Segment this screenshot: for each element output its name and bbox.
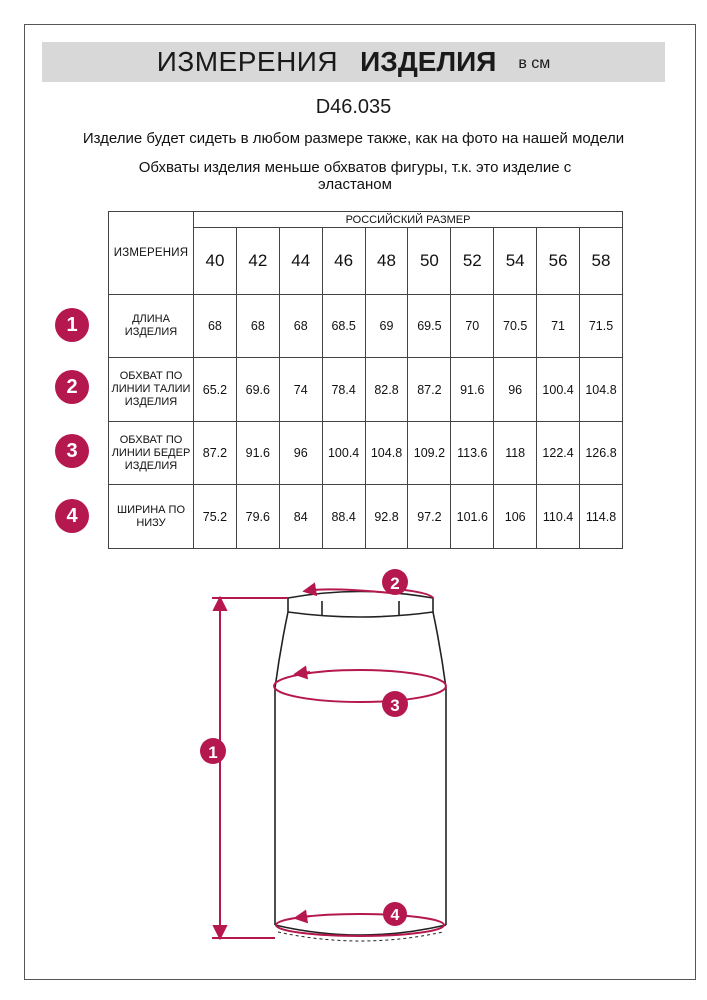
table-cell: 71	[537, 294, 580, 358]
diagram-marker-2	[382, 569, 408, 595]
product-code: D46.035	[315, 96, 392, 118]
table-cell: 69.6	[236, 358, 279, 422]
size-header: 40	[194, 228, 237, 295]
row-label-waist: ОБХВАТ ПО ЛИНИИ ТАЛИИ ИЗДЕЛИЯ	[109, 358, 194, 422]
table-cell: 118	[494, 421, 537, 485]
diagram-marker-3	[382, 691, 408, 717]
table-cell: 104.8	[365, 421, 408, 485]
row-label-length: ДЛИНА ИЗДЕЛИЯ	[109, 294, 194, 358]
marker-badge-1: 1	[55, 308, 89, 342]
table-cell: 109.2	[408, 421, 451, 485]
fit-note: Изделие будет сидеть в любом размере также, как на фото на нашей модели	[82, 130, 625, 147]
diagram-marker-label-1: 1	[208, 743, 218, 762]
table-cell: 68	[236, 294, 279, 358]
table-cell: 70.5	[494, 294, 537, 358]
title-measurements: ИЗМЕРЕНИЯ	[156, 46, 339, 77]
table-cell: 68	[279, 294, 322, 358]
table-cell: 71.5	[580, 294, 623, 358]
table-cell: 68.5	[322, 294, 365, 358]
size-header: 54	[494, 228, 537, 295]
table-cell: 92.8	[365, 485, 408, 549]
table-cell: 65.2	[194, 358, 237, 422]
row-label-hem-width: ШИРИНА ПО НИЗУ	[109, 485, 194, 549]
table-cell: 82.8	[365, 358, 408, 422]
table-cell: 100.4	[322, 421, 365, 485]
size-header: 48	[365, 228, 408, 295]
table-cell: 114.8	[580, 485, 623, 549]
table-cell: 68	[194, 294, 237, 358]
diagram-marker-label-3: 3	[390, 696, 400, 715]
marker-badge-3: 3	[55, 434, 89, 468]
marker-badge-2: 2	[55, 370, 89, 404]
size-header: 52	[451, 228, 494, 295]
table-cell: 96	[494, 358, 537, 422]
diagram-marker-4	[383, 902, 407, 926]
table-cell: 91.6	[451, 358, 494, 422]
skirt-outline	[275, 592, 446, 942]
elastane-note: Обхваты изделия меньше обхватов фигуры, т.к. это изделие с эластаном	[138, 159, 572, 193]
size-header: 58	[580, 228, 623, 295]
table-cell: 69	[365, 294, 408, 358]
size-header: 50	[408, 228, 451, 295]
size-group-header: РОССИЙСКИЙ РАЗМЕР	[194, 212, 623, 228]
table-cell: 122.4	[537, 421, 580, 485]
table-cell: 78.4	[322, 358, 365, 422]
row-label-hip: ОБХВАТ ПО ЛИНИИ БЕДЕР ИЗДЕЛИЯ	[109, 421, 194, 485]
diagram-marker-label-2: 2	[390, 574, 400, 593]
size-header: 42	[236, 228, 279, 295]
size-header: 46	[322, 228, 365, 295]
table-cell: 100.4	[537, 358, 580, 422]
hip-measure-line	[274, 670, 446, 702]
table-cell: 96	[279, 421, 322, 485]
table-cell: 101.6	[451, 485, 494, 549]
table-cell: 104.8	[580, 358, 623, 422]
table-cell: 70	[451, 294, 494, 358]
table-cell: 69.5	[408, 294, 451, 358]
table-cell: 91.6	[236, 421, 279, 485]
table-cell: 110.4	[537, 485, 580, 549]
table-cell: 113.6	[451, 421, 494, 485]
size-header: 56	[537, 228, 580, 295]
title-product: ИЗДЕЛИЯ	[360, 46, 497, 77]
hem-measure-line	[276, 914, 444, 936]
title-unit: в см	[518, 55, 551, 72]
table-cell: 106	[494, 485, 537, 549]
length-measure-line	[212, 598, 288, 938]
table-cell: 74	[279, 358, 322, 422]
diagram-marker-label-4: 4	[390, 907, 400, 924]
table-cell: 79.6	[236, 485, 279, 549]
table-cell: 84	[279, 485, 322, 549]
diagram-marker-1	[200, 738, 226, 764]
size-header: 44	[279, 228, 322, 295]
table-cell: 87.2	[408, 358, 451, 422]
table-cell: 126.8	[580, 421, 623, 485]
table-cell: 88.4	[322, 485, 365, 549]
table-cell: 97.2	[408, 485, 451, 549]
measurements-header: ИЗМЕРЕНИЯ	[109, 212, 194, 295]
marker-badge-4: 4	[55, 499, 89, 533]
table-cell: 87.2	[194, 421, 237, 485]
table-cell: 75.2	[194, 485, 237, 549]
